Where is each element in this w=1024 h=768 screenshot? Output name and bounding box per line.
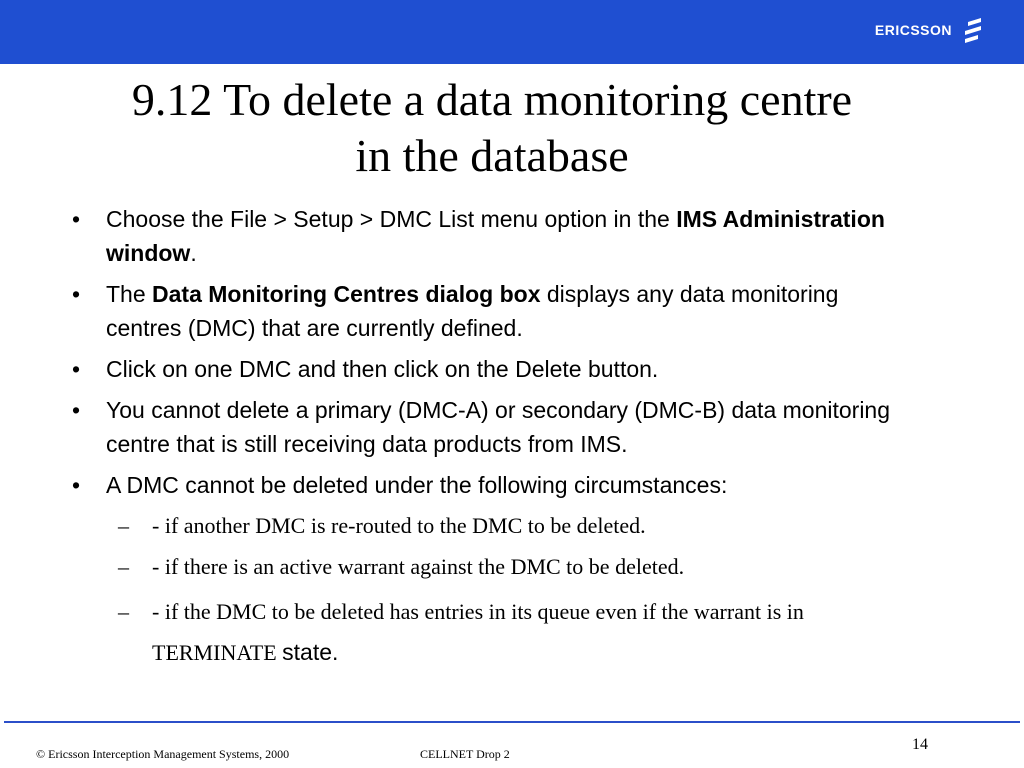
ericsson-logo [875,17,984,43]
footer-divider [4,721,1020,723]
bullet-text [106,202,920,270]
sub-bullet-text: - if another DMC is re-routed to the DMC to be deleted. [152,513,646,538]
bullet-item [60,393,920,461]
slide-title [0,72,984,184]
sub-bullet-item [60,509,920,543]
logo-text: ERICSSON [874,22,952,38]
bullet-bold-text: Data Monitoring Centres dialog box [152,281,541,307]
sub-bullet-tail: state. [282,639,339,665]
bullet-text: Click on one DMC and then click on the Delete button. [106,356,659,382]
bullet-item [60,277,920,345]
bullet-text-part: The [106,281,153,307]
bullet-text: A DMC cannot be deleted under the following circumstances: [106,472,728,498]
bullet-text-part: displays any data monitoring centres (DMC) that are currently defined. [106,281,839,341]
bullet-dot: • [72,356,81,382]
sub-bullet-dash: – [118,513,129,538]
bullet-dot: • [72,472,81,498]
bullet-text-part: Choose the File > Setup > DMC List menu option in the [106,206,677,232]
sub-bullet-text: - if the DMC to be deleted has entries in its queue even if the warrant is in TERMINATE [152,599,804,665]
bullet-dot: • [72,281,81,307]
bullet-text: You cannot delete a primary (DMC-A) or secondary (DMC-B) data monitoring centre that is still receiving data products from IMS. [106,397,891,457]
sub-bullet-item [60,591,920,673]
footer-copyright: © Ericsson Interception Management Systems, 2000 [36,747,290,761]
bullet-text-part: . [190,240,197,266]
sub-bullet-dash: – [118,599,129,624]
bullet-bold-text: IMS Administration window [106,206,885,266]
sub-bullet-text: - if there is an active warrant against the DMC to be deleted. [152,554,685,579]
bullet-dot: • [72,397,81,423]
bullet-item [60,352,920,386]
sub-bullet-item [60,550,920,584]
sub-bullet-dash: – [118,554,129,579]
bullet-item [60,202,920,270]
bullet-list [60,202,920,680]
title-line-1: 9.12 To delete a data monitoring centre [131,74,853,125]
header-bar [0,0,1024,64]
bullet-dot: • [72,206,81,232]
page-number: 14 [912,736,928,753]
title-line-2: in the database [355,130,629,181]
bullet-item [60,468,920,502]
footer-drop: CELLNET Drop 2 [420,747,510,761]
bullet-text [106,277,920,345]
ericsson-mark-icon [962,17,984,43]
